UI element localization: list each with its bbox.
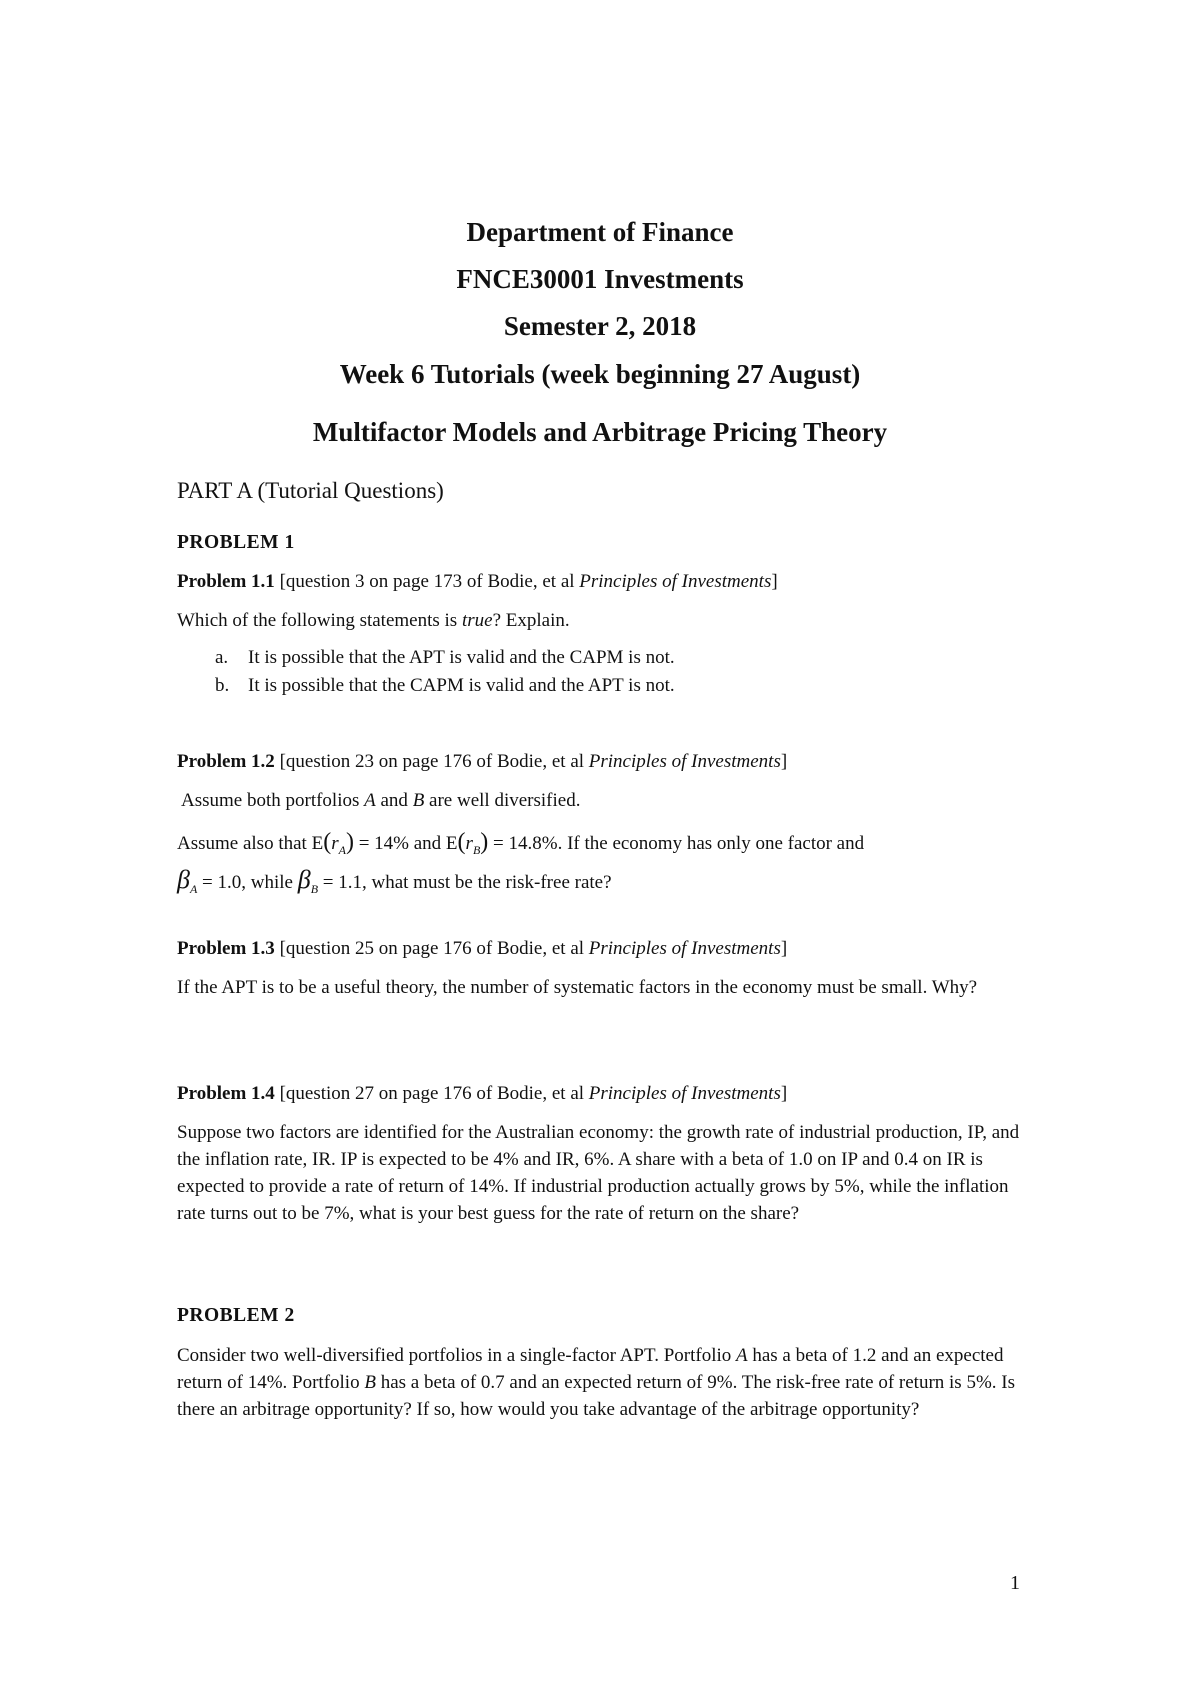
text: has a beta of 0.7 and an expected return of 9%. The risk-free rate of return is 5%. Is there an arbitrage opportunity? If so, how would you take advantage of the arbitrage opportunity?	[177, 1372, 1015, 1420]
week-title: Week 6 Tutorials (week beginning 27 August)	[339, 359, 861, 389]
paren-close: )	[345, 829, 354, 855]
list-item-b: It is possible that the CAPM is valid and the APT is not.	[248, 675, 675, 696]
portfolio-b: B	[364, 1372, 376, 1393]
text: Assume both portfolios	[181, 790, 365, 811]
problem-1-2-header	[177, 748, 1037, 775]
problem-1-heading: PROBLEM 1	[177, 532, 295, 553]
portfolio-a: A	[364, 790, 376, 811]
text: Assume also that E	[177, 833, 324, 854]
text: = 1.1, what must be the risk-free rate?	[318, 872, 612, 893]
paren-close: )	[480, 829, 489, 855]
list-item-a: It is possible that the APT is valid and the CAPM is not.	[248, 647, 675, 668]
course-title: FNCE30001 Investments	[456, 264, 744, 294]
problem-1-4-header	[177, 1080, 1037, 1107]
beta-symbol: β	[177, 865, 190, 894]
text: = 14.8%. If the economy has only one factor and	[488, 833, 865, 854]
emphasis-true: true	[461, 610, 493, 631]
problem-label: Problem 1.3	[177, 938, 275, 959]
question-text-end: ? Explain.	[492, 610, 570, 631]
question-text: Which of the following statements is	[177, 610, 462, 631]
text: are well diversified.	[424, 790, 581, 811]
page-number: 1	[1010, 1572, 1020, 1594]
book-title: Principles of Investments	[579, 571, 772, 592]
problem-1-3-header	[177, 935, 1037, 962]
subscript-a: A	[189, 881, 198, 896]
text: = 14% and E	[353, 833, 458, 854]
bracket-close: ]	[780, 751, 788, 772]
problem-1-1-header	[177, 568, 1037, 595]
bracket-close: ]	[771, 571, 778, 592]
portfolio-b: B	[412, 790, 425, 811]
problem-label: Problem 1.4	[177, 1083, 275, 1104]
semester-title: Semester 2, 2018	[503, 311, 697, 341]
subscript-a: A	[338, 842, 346, 857]
text: and	[375, 790, 413, 811]
text: Consider two well-diversified portfolios in a single-factor APT. Portfolio	[177, 1345, 736, 1366]
problem-1-4-text: Suppose two factors are identified for the Australian economy: the growth rate of industrial production, IP, and the inflation rate, IR. IP is expected to be 4% and IR, 6%. A share with a beta of 1.0 on IP and 0.4 on IR is expected to provide a rate of return of 14%. If industrial production actually grows by 5%, while the inflation rate turns out to be 7%, what is your best guess for the rate of return on the share?	[177, 1122, 1020, 1224]
text: = 1.0, while	[197, 872, 298, 893]
beta-symbol: β	[297, 865, 311, 894]
problem-2-heading: PROBLEM 2	[177, 1305, 295, 1326]
problem-reference: [question 25 on page 176 of Bodie, et al	[274, 938, 589, 959]
subscript-b: B	[472, 842, 481, 857]
problem-reference: [question 23 on page 176 of Bodie, et al	[274, 751, 589, 772]
part-a-heading: PART A (Tutorial Questions)	[177, 478, 444, 503]
problem-reference: [question 3 on page 173 of Bodie, et al	[274, 571, 580, 592]
book-title: Principles of Investments	[588, 1083, 781, 1104]
paren-open: (	[457, 829, 466, 855]
subscript-b: B	[310, 881, 319, 896]
bracket-close: ]	[780, 1083, 788, 1104]
bracket-close: ]	[780, 938, 788, 959]
problem-label: Problem 1.2	[177, 751, 275, 772]
list-marker-a: a.	[215, 647, 229, 668]
problem-1-3-text: If the APT is to be a useful theory, the number of systematic factors in the economy must be small. Why?	[177, 977, 978, 998]
book-title: Principles of Investments	[588, 938, 781, 959]
return-symbol: r	[331, 833, 339, 854]
book-title: Principles of Investments	[588, 751, 781, 772]
paren-open: (	[323, 829, 332, 855]
problem-reference: [question 27 on page 176 of Bodie, et al	[274, 1083, 589, 1104]
portfolio-a: A	[736, 1345, 748, 1366]
department-title: Department of Finance	[466, 217, 734, 247]
problem-2-text	[177, 1342, 1037, 1423]
topic-title: Multifactor Models and Arbitrage Pricing Theory	[312, 417, 888, 447]
problem-label: Problem 1.1	[177, 571, 275, 592]
problem-1-2-line1	[181, 787, 1041, 814]
problem-1-1-question	[177, 607, 1037, 634]
text: has a beta of 1.2 and an expected return of 14%. Portfolio	[177, 1345, 1004, 1393]
problem-1-2-line2	[177, 829, 1037, 864]
list-marker-b: b.	[215, 675, 230, 696]
problem-1-2-line3	[177, 866, 1037, 903]
return-symbol: r	[465, 833, 473, 854]
